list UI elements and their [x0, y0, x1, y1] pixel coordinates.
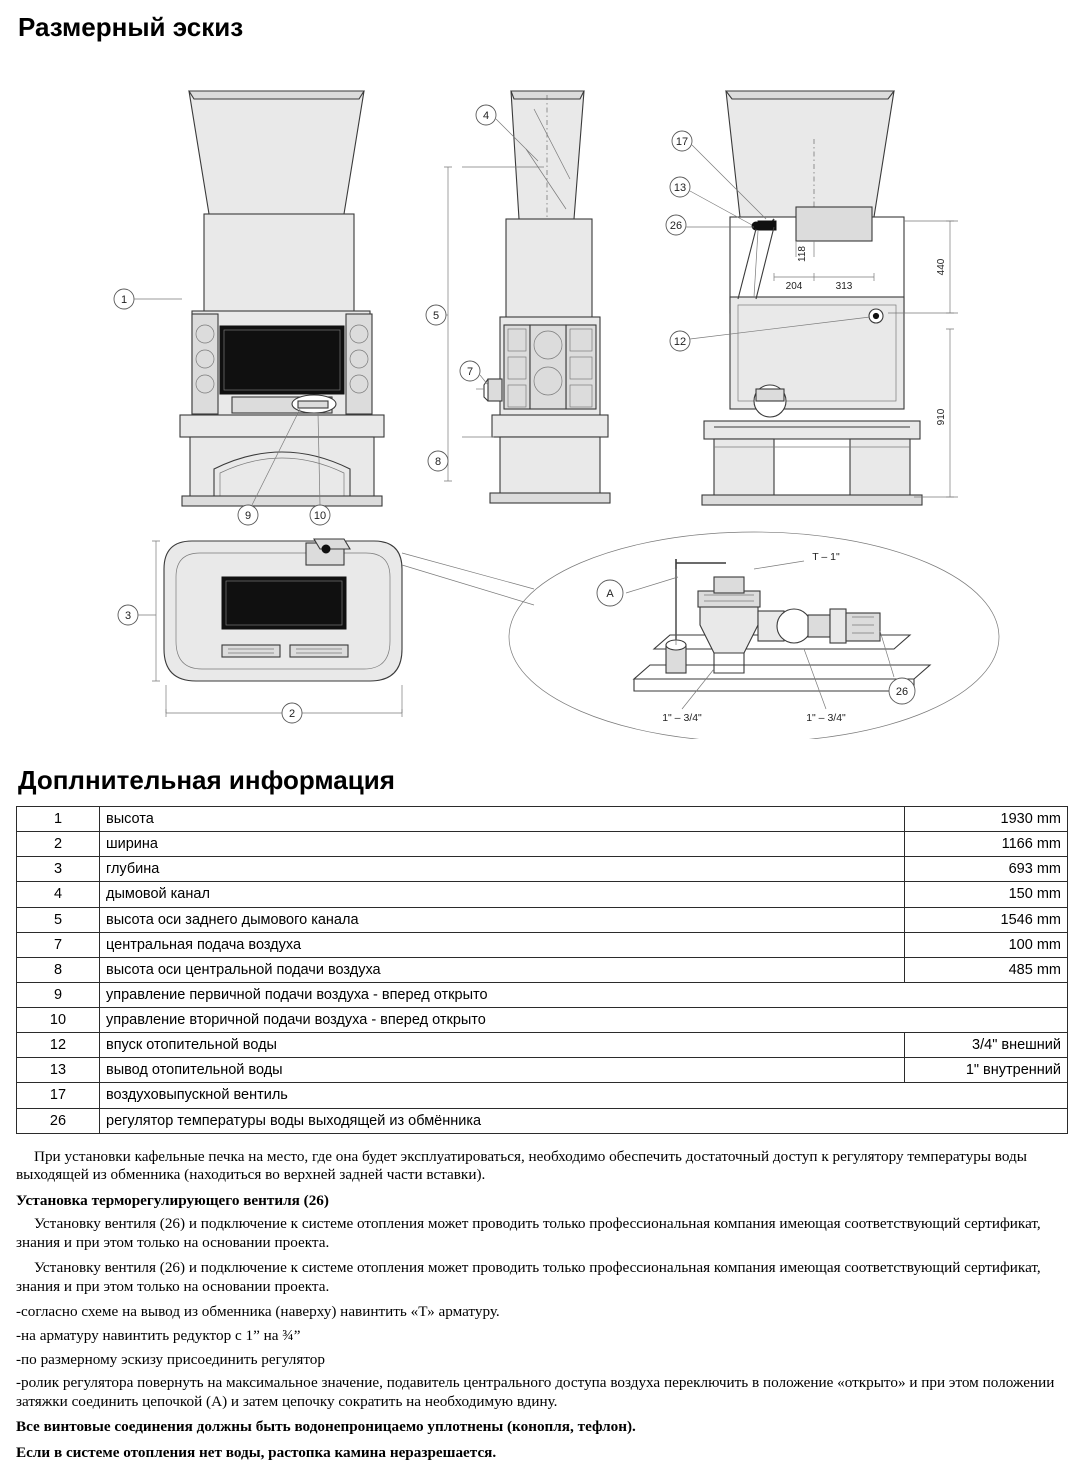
row-value: 1546 mm [905, 907, 1068, 932]
callout-3: 3 [124, 610, 132, 622]
row-description: воздуховыпускной вентиль [100, 1083, 1068, 1108]
top-view [152, 539, 402, 717]
note-step-3: -по размерному эскизу присоединить регулятор [16, 1350, 325, 1368]
row-value: 485 mm [905, 957, 1068, 982]
dimension-313: 313 [835, 281, 853, 292]
note-step-4: -ролик регулятора повернуть на максимальное значение, подавитель центрального доступа воздуха переключить в положение «открыто» и при этом положении затяжки соединить цепочкой (А) и затем цепочку сократить на необходимую вдину. [16, 1374, 1055, 1410]
rear-section-view [702, 91, 958, 505]
callout-7: 7 [466, 366, 474, 378]
row-index: 8 [17, 957, 100, 982]
document-page [0, 12, 1084, 1462]
row-index: 13 [17, 1058, 100, 1083]
row-value: 1166 mm [905, 832, 1068, 857]
detail-bubble [402, 532, 999, 739]
table-row [17, 1083, 1068, 1108]
note-warning-sealing: Все винтовые соединения должны быть водонепроницаемо уплотнены (конопля, тефлон). [16, 1418, 636, 1436]
row-description: управление вторичной подачи воздуха - вперед открыто [100, 1008, 1068, 1033]
row-description: высота оси центральной подачи воздуха [100, 957, 905, 982]
row-index: 10 [17, 1008, 100, 1033]
table-row [17, 882, 1068, 907]
row-value: 1930 mm [905, 807, 1068, 832]
table-row [17, 907, 1068, 932]
row-description: управление первичной подачи воздуха - вперед открыто [100, 982, 1068, 1007]
row-index: 1 [17, 807, 100, 832]
callout-9: 9 [244, 510, 252, 522]
callout-17: 17 [675, 136, 689, 148]
dimension-910: 910 [936, 408, 947, 426]
callout-26-rear: 26 [669, 220, 683, 232]
table-row [17, 832, 1068, 857]
row-index: 5 [17, 907, 100, 932]
row-description: дымовой канал [100, 882, 905, 907]
page-title-additional-info: Доплнительная информация [18, 765, 395, 795]
callout-13: 13 [673, 182, 687, 194]
note-paragraph-3: Установку вентиля (26) и подключение к системе отопления может проводить только профессиональная компания имеющая соответствующий сертификат, знания и при этом только на основании проекта. [16, 1215, 1041, 1251]
callout-26-detail: 26 [895, 686, 909, 698]
row-description: регулятор температуры воды выходящей из обмённика [100, 1108, 1068, 1133]
row-index: 9 [17, 982, 100, 1007]
row-description: вывод отопительной воды [100, 1058, 905, 1083]
callout-10: 10 [313, 510, 327, 522]
row-index: 7 [17, 932, 100, 957]
side-view [444, 91, 610, 503]
note-warning-no-water: Если в системе отопления нет воды, растопка камина неразрешается. [16, 1443, 497, 1461]
callout-8: 8 [434, 456, 442, 468]
row-description: высота [100, 807, 905, 832]
row-value: 3/4" внешний [905, 1033, 1068, 1058]
callout-1: 1 [120, 294, 128, 306]
note-heading-valve-install: Установка терморегулирующего вентиля (26) [16, 1191, 329, 1209]
table-row [17, 1008, 1068, 1033]
table-row [17, 932, 1068, 957]
row-index: 2 [17, 832, 100, 857]
callout-12: 12 [673, 336, 687, 348]
label-thread-left: 1" – 3/4" [662, 712, 702, 724]
row-index: 26 [17, 1108, 100, 1133]
table-row [17, 1033, 1068, 1058]
dimension-118: 118 [797, 246, 808, 262]
row-description: высота оси заднего дымового канала [100, 907, 905, 932]
row-index: 17 [17, 1083, 100, 1108]
note-step-1: -согласно схеме на вывод из обменника (наверху) навинтить «Т» арматуру. [16, 1303, 500, 1321]
callout-4: 4 [482, 110, 490, 122]
note-paragraph-4: Установку вентиля (26) и подключение к системе отопления может проводить только профессиональная компания имеющая соответствующий сертификат, знания и при этом только на основании проекта. [16, 1259, 1041, 1295]
front-view [180, 91, 384, 506]
note-step-2: -на арматуру навинтить редуктор с 1” на ¾” [16, 1327, 301, 1344]
table-row [17, 857, 1068, 882]
row-value: 150 mm [905, 882, 1068, 907]
row-value: 693 mm [905, 857, 1068, 882]
notes-block [16, 1148, 1068, 1463]
note-paragraph-1: При установки кафельные печка на место, где она будет эксплуатироваться, необходимо обеспечить достаточный доступ к регулятору температуры воды выходящей из обменника (находиться во верхней задней части вставки). [16, 1147, 1027, 1184]
additional-info-table [16, 806, 1068, 1134]
row-value: 1" внутренний [905, 1058, 1068, 1083]
table-row [17, 957, 1068, 982]
label-thread-top: T – 1" [812, 551, 840, 563]
table-row [17, 807, 1068, 832]
row-description: ширина [100, 832, 905, 857]
label-thread-right: 1" – 3/4" [806, 712, 846, 724]
dimension-204: 204 [785, 281, 803, 292]
row-index: 4 [17, 882, 100, 907]
table-row [17, 1058, 1068, 1083]
row-index: 3 [17, 857, 100, 882]
row-description: впуск отопительной воды [100, 1033, 905, 1058]
row-description: глубина [100, 857, 905, 882]
table-row [17, 1108, 1068, 1133]
dimension-440: 440 [936, 258, 947, 276]
page-title-dimension-sketch: Размерный эскиз [18, 12, 244, 42]
table-row [17, 982, 1068, 1007]
callout-a: A [606, 588, 614, 600]
row-index: 12 [17, 1033, 100, 1058]
callout-5: 5 [432, 310, 440, 322]
technical-drawing [14, 49, 1064, 739]
callout-2: 2 [288, 708, 296, 720]
row-description: центральная подача воздуха [100, 932, 905, 957]
row-value: 100 mm [905, 932, 1068, 957]
